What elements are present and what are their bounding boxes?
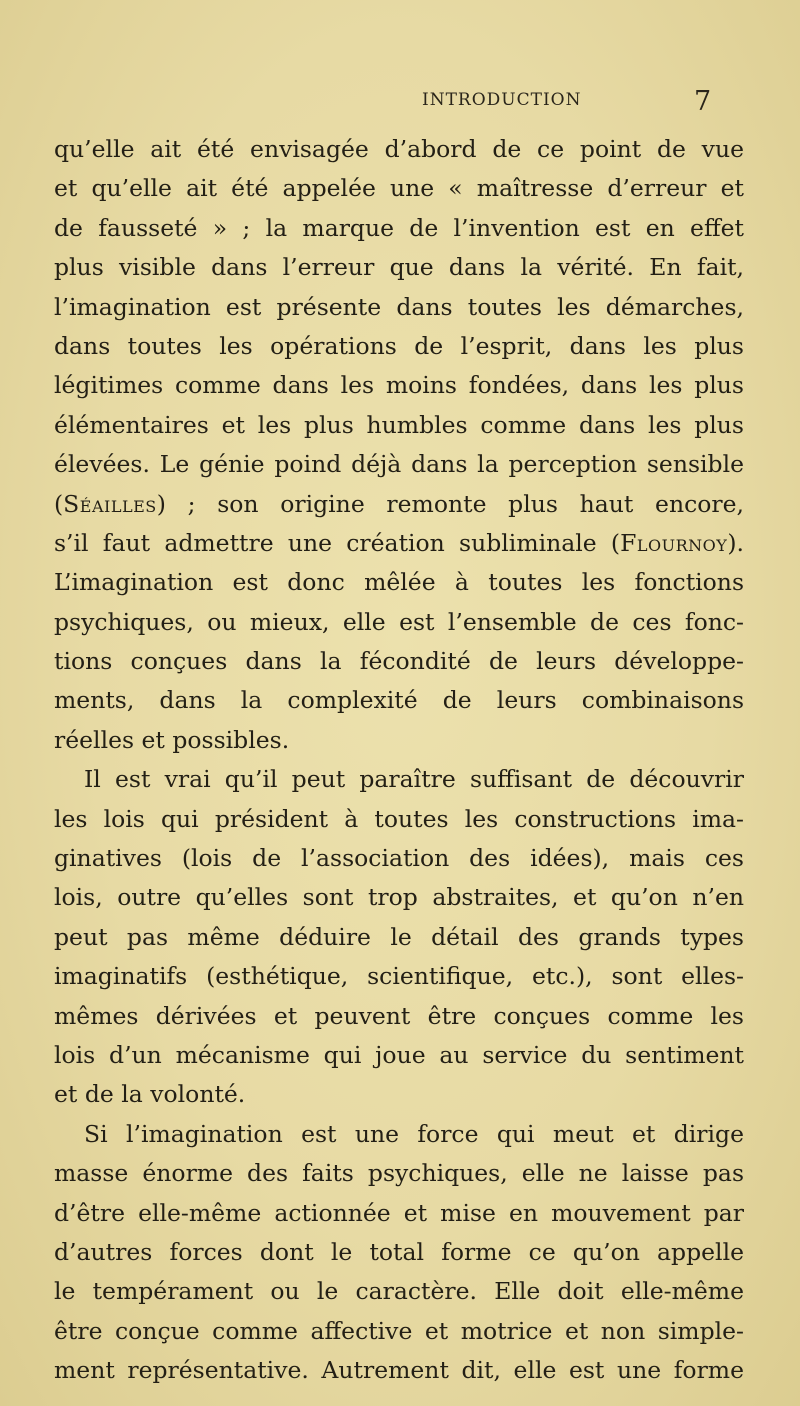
cited-author: Flournoy — [620, 528, 728, 557]
text-fragment: s’il faut admettre une création subliminale ( — [54, 528, 621, 557]
text-line: Il est vrai qu’il peut paraître suffisant de découvrir — [84, 765, 744, 794]
text-line: de fausseté » ; la marque de l’invention est en effet — [54, 213, 744, 242]
text-line: imaginatifs (esthétique, scientifique, etc.), sont elles- — [54, 962, 744, 991]
text-line: et qu’elle ait été appelée une « maîtresse d’erreur et — [54, 174, 744, 203]
text-line: L’imagination est donc mêlée à toutes les fonctions — [54, 568, 744, 597]
text-line: réelles et possibles. — [54, 725, 290, 754]
text-line: d’être elle-même actionnée et mise en mouvement par — [54, 1198, 744, 1227]
text-line: et de la volonté. — [54, 1080, 246, 1109]
text-fragment: ). — [727, 528, 744, 557]
text-line: le tempérament ou le caractère. Elle doit elle-même — [54, 1277, 744, 1306]
text-line: l’imagination est présente dans toutes les démarches, — [54, 292, 744, 321]
text-fragment: ) ; son origine remonte plus haut encore, — [156, 489, 744, 518]
text-line: masse énorme des faits psychiques, elle ne laisse pas — [54, 1159, 744, 1188]
running-head: INTRODUCTION — [422, 90, 582, 110]
text-line: élémentaires et les plus humbles comme dans les plus — [54, 410, 744, 439]
text-line: dans toutes les opérations de l’esprit, dans les plus — [54, 331, 744, 360]
text-line — [54, 485, 744, 524]
text-line: élevées. Le génie poind déjà dans la perception sensible — [54, 450, 744, 479]
text-line: d’autres forces dont le total forme ce qu’on appelle — [54, 1237, 744, 1266]
text-line: ginatives (lois de l’association des idées), mais ces — [54, 844, 744, 873]
text-line: tions conçues dans la fécondité de leurs développe- — [54, 647, 744, 676]
text-line: peut pas même déduire le détail des grands types — [54, 922, 744, 951]
text-line: légitimes comme dans les moins fondées, dans les plus — [54, 371, 744, 400]
text-line: Si l’imagination est une force qui meut et dirige — [84, 1119, 744, 1148]
text-line: ments, dans la complexité de leurs combinaisons — [54, 686, 744, 715]
text-line: plus visible dans l’erreur que dans la vérité. En fait, — [54, 253, 744, 282]
text-line: lois, outre qu’elles sont trop abstraites, et qu’on n’en — [54, 883, 744, 912]
text-line: lois d’un mécanisme qui joue au service du sentiment — [54, 1040, 744, 1069]
text-line: ment représentative. Autrement dit, elle est une forme — [54, 1356, 744, 1385]
text-line: mêmes dérivées et peuvent être conçues comme les — [54, 1001, 744, 1030]
text-fragment: ( — [54, 489, 64, 518]
body-text — [54, 130, 744, 1391]
text-line: qu’elle ait été envisagée d’abord de ce point de vue — [54, 135, 744, 163]
cited-author: Séailles — [63, 489, 157, 518]
text-line — [54, 524, 744, 563]
text-line: psychiques, ou mieux, elle est l’ensemble de ces fonc- — [54, 607, 744, 636]
page-number: 7 — [694, 86, 712, 117]
text-line: les lois qui président à toutes les constructions ima- — [54, 804, 744, 833]
text-line: être conçue comme affective et motrice et non simple- — [54, 1316, 744, 1345]
